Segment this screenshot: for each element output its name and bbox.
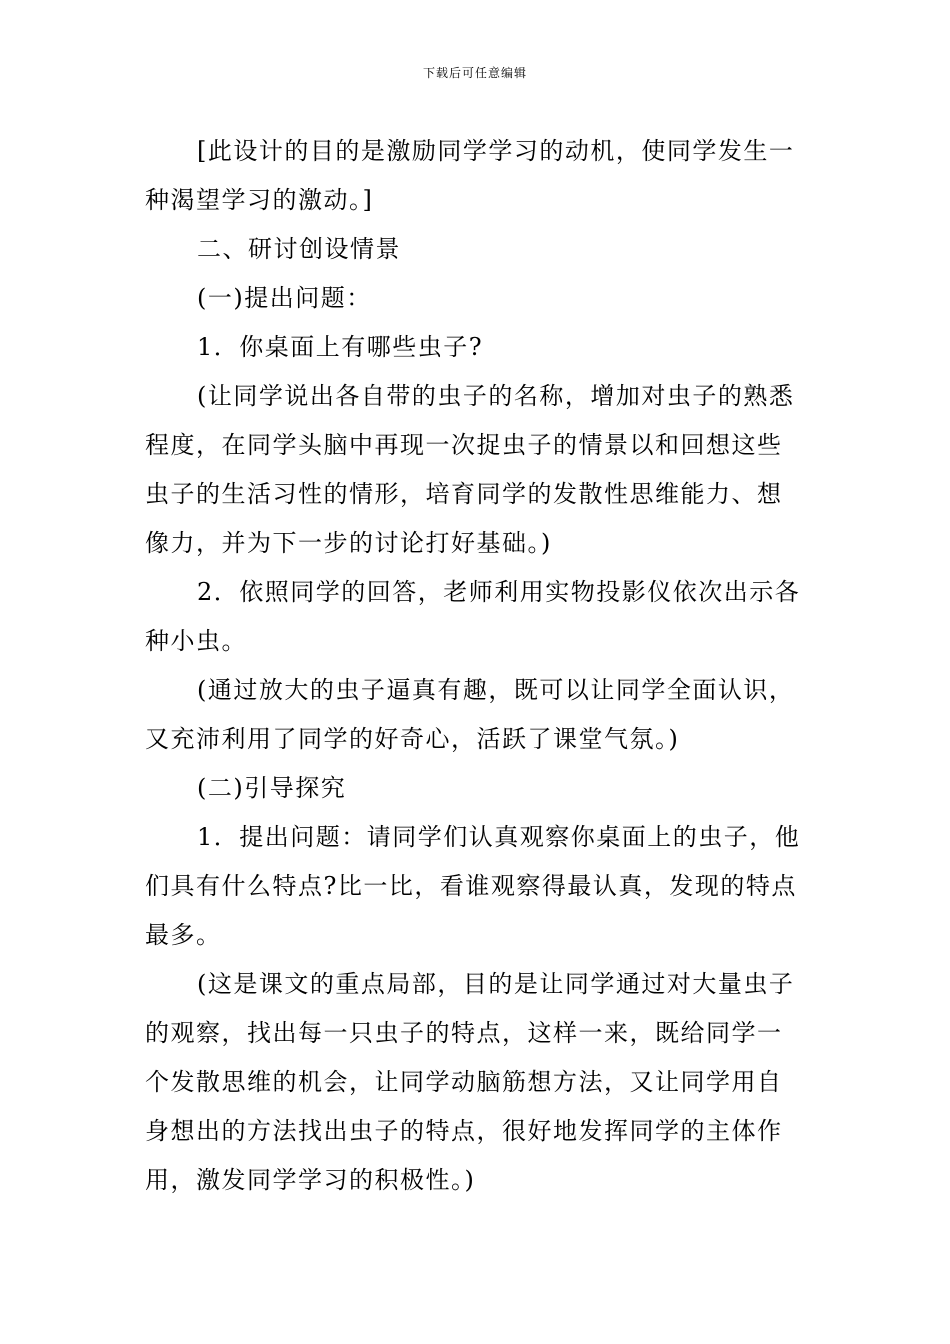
document-body [145, 127, 807, 1205]
text-line: (这是课文的重点局部，目的是让同学通过对大量虫子 [197, 970, 795, 998]
page-header: 下载后可任意编辑 [422, 66, 527, 80]
paragraph-explanation-3 [145, 960, 807, 1205]
subsection-heading-1 [145, 274, 807, 323]
text-line: 种渴望学习的激动。] [145, 186, 374, 214]
text-line: 2．依照同学的回答，老师利用实物投影仪依次出示各 [197, 578, 801, 606]
question-item-1 [145, 323, 807, 372]
text-line: 又充沛利用了同学的好奇心，活跃了课堂气氛。) [145, 725, 680, 753]
text-line: 最多。 [145, 921, 222, 949]
paragraph-design-purpose [145, 127, 807, 225]
text-line: (一)提出问题： [197, 284, 372, 312]
guided-question-item-1 [145, 813, 807, 960]
text-line: 虫子的生活习性的情形，培育同学的发散性思维能力、想 [145, 480, 783, 508]
text-line: 程度，在同学头脑中再现一次捉虫子的情景以和回想这些 [145, 431, 783, 459]
subsection-heading-2 [145, 764, 807, 813]
text-line: 们具有什么特点?比一比，看谁观察得最认真，发现的特点 [145, 872, 797, 900]
question-item-2 [145, 568, 807, 666]
text-line: 1．你桌面上有哪些虫子? [197, 333, 484, 361]
text-line: 种小虫。 [145, 627, 247, 655]
text-line: (让同学说出各自带的虫子的名称，增加对虫子的熟悉 [197, 382, 795, 410]
paragraph-explanation-2 [145, 666, 807, 764]
text-line: 身想出的方法找出虫子的特点，很好地发挥同学的主体作 [145, 1117, 783, 1145]
paragraph-explanation-1 [145, 372, 807, 568]
text-line: 用，激发同学学习的积极性。) [145, 1166, 476, 1194]
text-line: 像力，并为下一步的讨论打好基础。) [145, 529, 552, 557]
text-line: 二、研讨创设情景 [197, 235, 401, 263]
text-line: 1．提出问题：请同学们认真观察你桌面上的虫子，他 [197, 823, 801, 851]
text-line: 个发散思维的机会，让同学动脑筋想方法，又让同学用自 [145, 1068, 783, 1096]
text-line: [此设计的目的是激励同学学习的动机，使同学发生一 [197, 137, 795, 165]
section-heading-2 [145, 225, 807, 274]
text-line: (二)引导探究 [197, 774, 347, 802]
text-line: 的观察，找出每一只虫子的特点，这样一来，既给同学一 [145, 1019, 783, 1047]
text-line: (通过放大的虫子逼真有趣，既可以让同学全面认识， [197, 676, 795, 704]
